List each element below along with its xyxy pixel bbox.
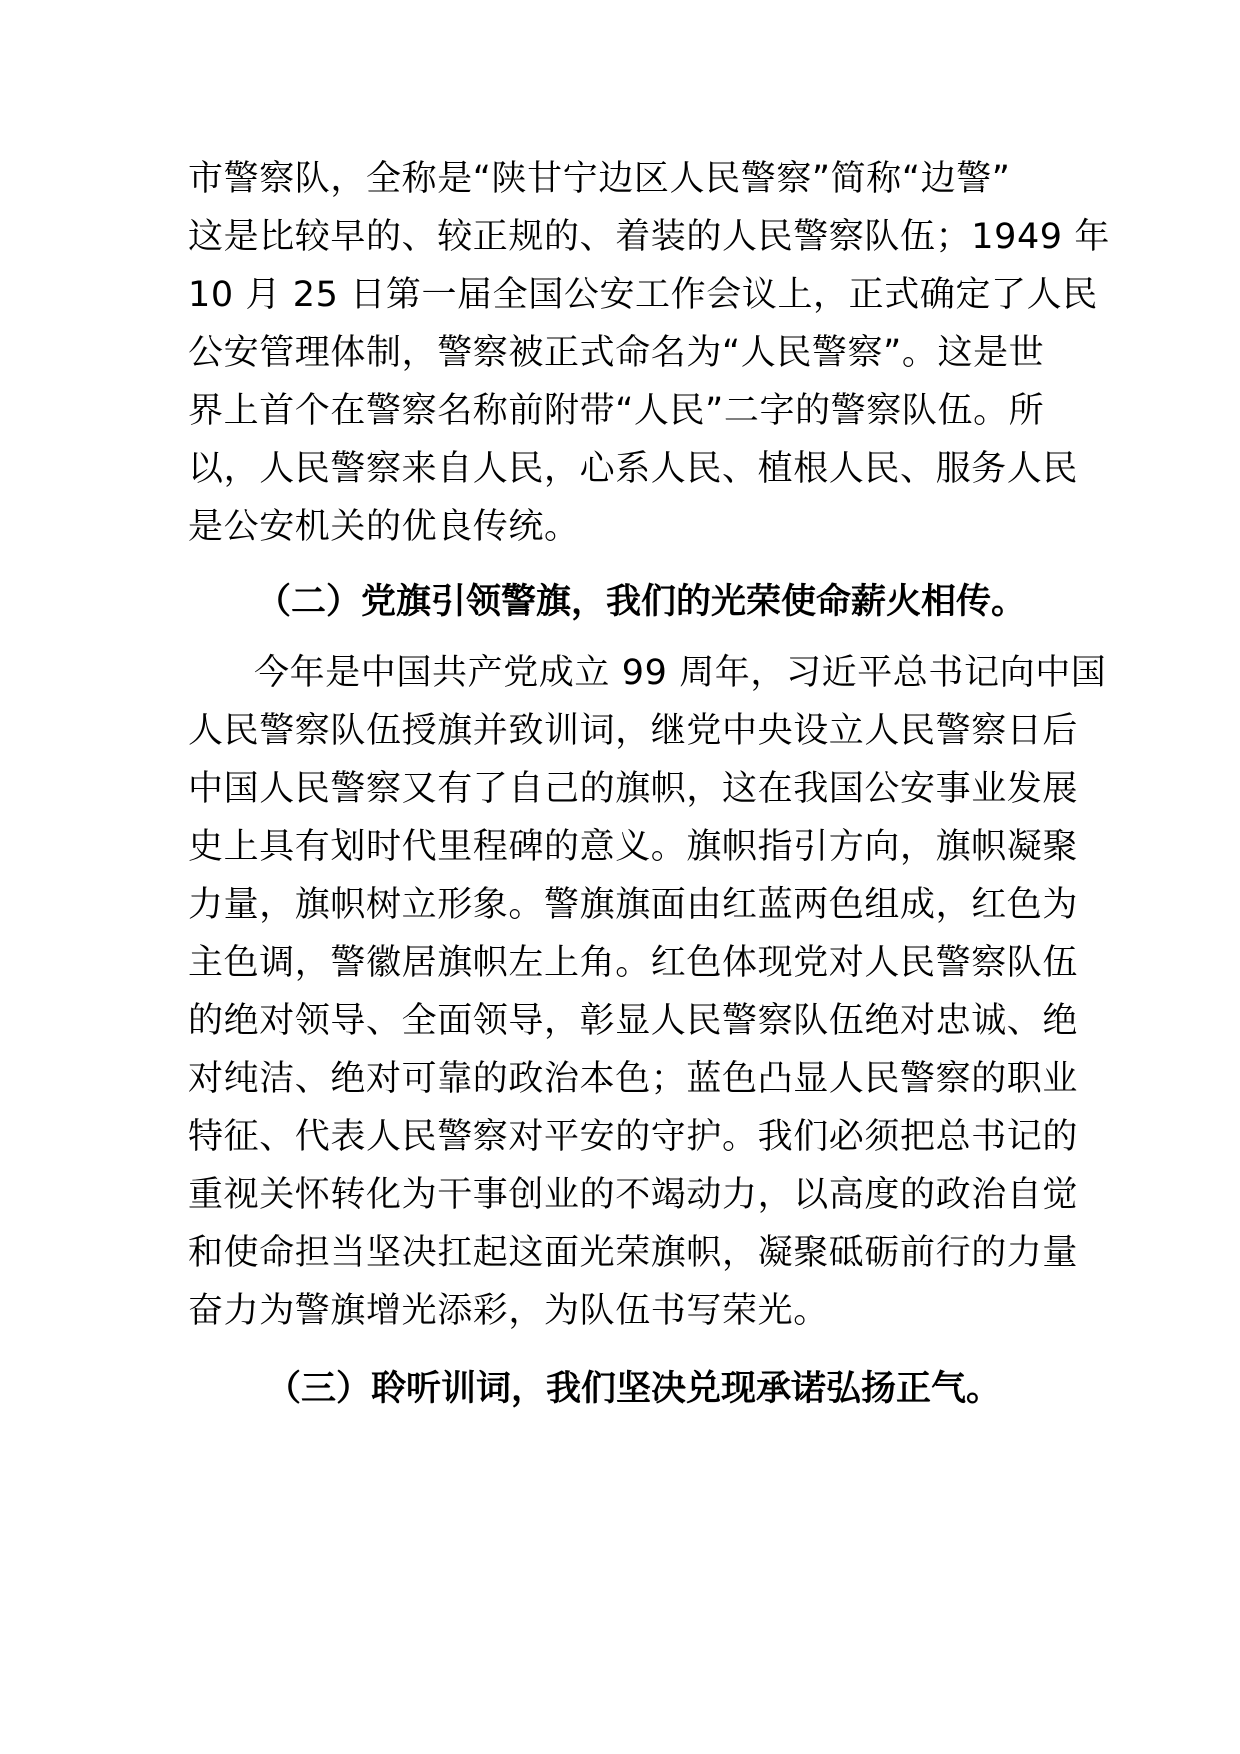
paragraph-line: 特征、代表人民警察对平安的守护。我们必须把总书记的: [188, 1117, 1079, 1157]
paragraph-line: 的绝对领导、全面领导，彰显人民警察队伍绝对忠诚、绝: [188, 1001, 1079, 1041]
paragraph-line: 今年是中国共产党成立 99 周年，习近平总书记向中国: [254, 653, 1107, 693]
paragraph-line: 10 月 25 日第一届全国公安工作会议上，正式确定了人民: [188, 275, 1098, 315]
paragraph-line: 市警察队，全称是“陕甘宁边区人民警察”简称“边警”: [188, 159, 1011, 199]
paragraph-line: 这是比较早的、较正规的、着装的人民警察队伍；1949 年: [188, 217, 1110, 257]
paragraph-line: 中国人民警察又有了自己的旗帜，这在我国公安事业发展: [188, 769, 1079, 809]
section-heading: （二）党旗引领警旗，我们的光荣使命薪火相传。: [256, 582, 1027, 622]
paragraph-line: 重视关怀转化为干事创业的不竭动力，以高度的政治自觉: [188, 1175, 1079, 1215]
paragraph-line: 以，人民警察来自人民，心系人民、植根人民、服务人民: [188, 449, 1079, 489]
paragraph-line: 公安管理体制，警察被正式命名为“人民警察”。这是世: [188, 333, 1045, 373]
paragraph-line: 是公安机关的优良传统。: [188, 507, 580, 547]
paragraph-line: 史上具有划时代里程碑的意义。旗帜指引方向，旗帜凝聚: [188, 827, 1079, 867]
paragraph-line: 和使命担当坚决扛起这面光荣旗帜，凝聚砥砺前行的力量: [188, 1233, 1079, 1273]
paragraph-line: 人民警察队伍授旗并致训词，继党中央设立人民警察日后: [188, 711, 1079, 751]
paragraph-line: 力量，旗帜树立形象。警旗旗面由红蓝两色组成，红色为: [188, 885, 1079, 925]
paragraph-line: 对纯洁、绝对可靠的政治本色；蓝色凸显人民警察的职业: [188, 1059, 1079, 1099]
paragraph-line: 主色调，警徽居旗帜左上角。红色体现党对人民警察队伍: [188, 943, 1079, 983]
section-heading: （三）聆听训词，我们坚决兑现承诺弘扬正气。: [266, 1369, 1002, 1409]
paragraph-line: 界上首个在警察名称前附带“人民”二字的警察队伍。所: [188, 391, 1045, 431]
paragraph-line: 奋力为警旗增光添彩，为队伍书写荣光。: [188, 1291, 829, 1331]
